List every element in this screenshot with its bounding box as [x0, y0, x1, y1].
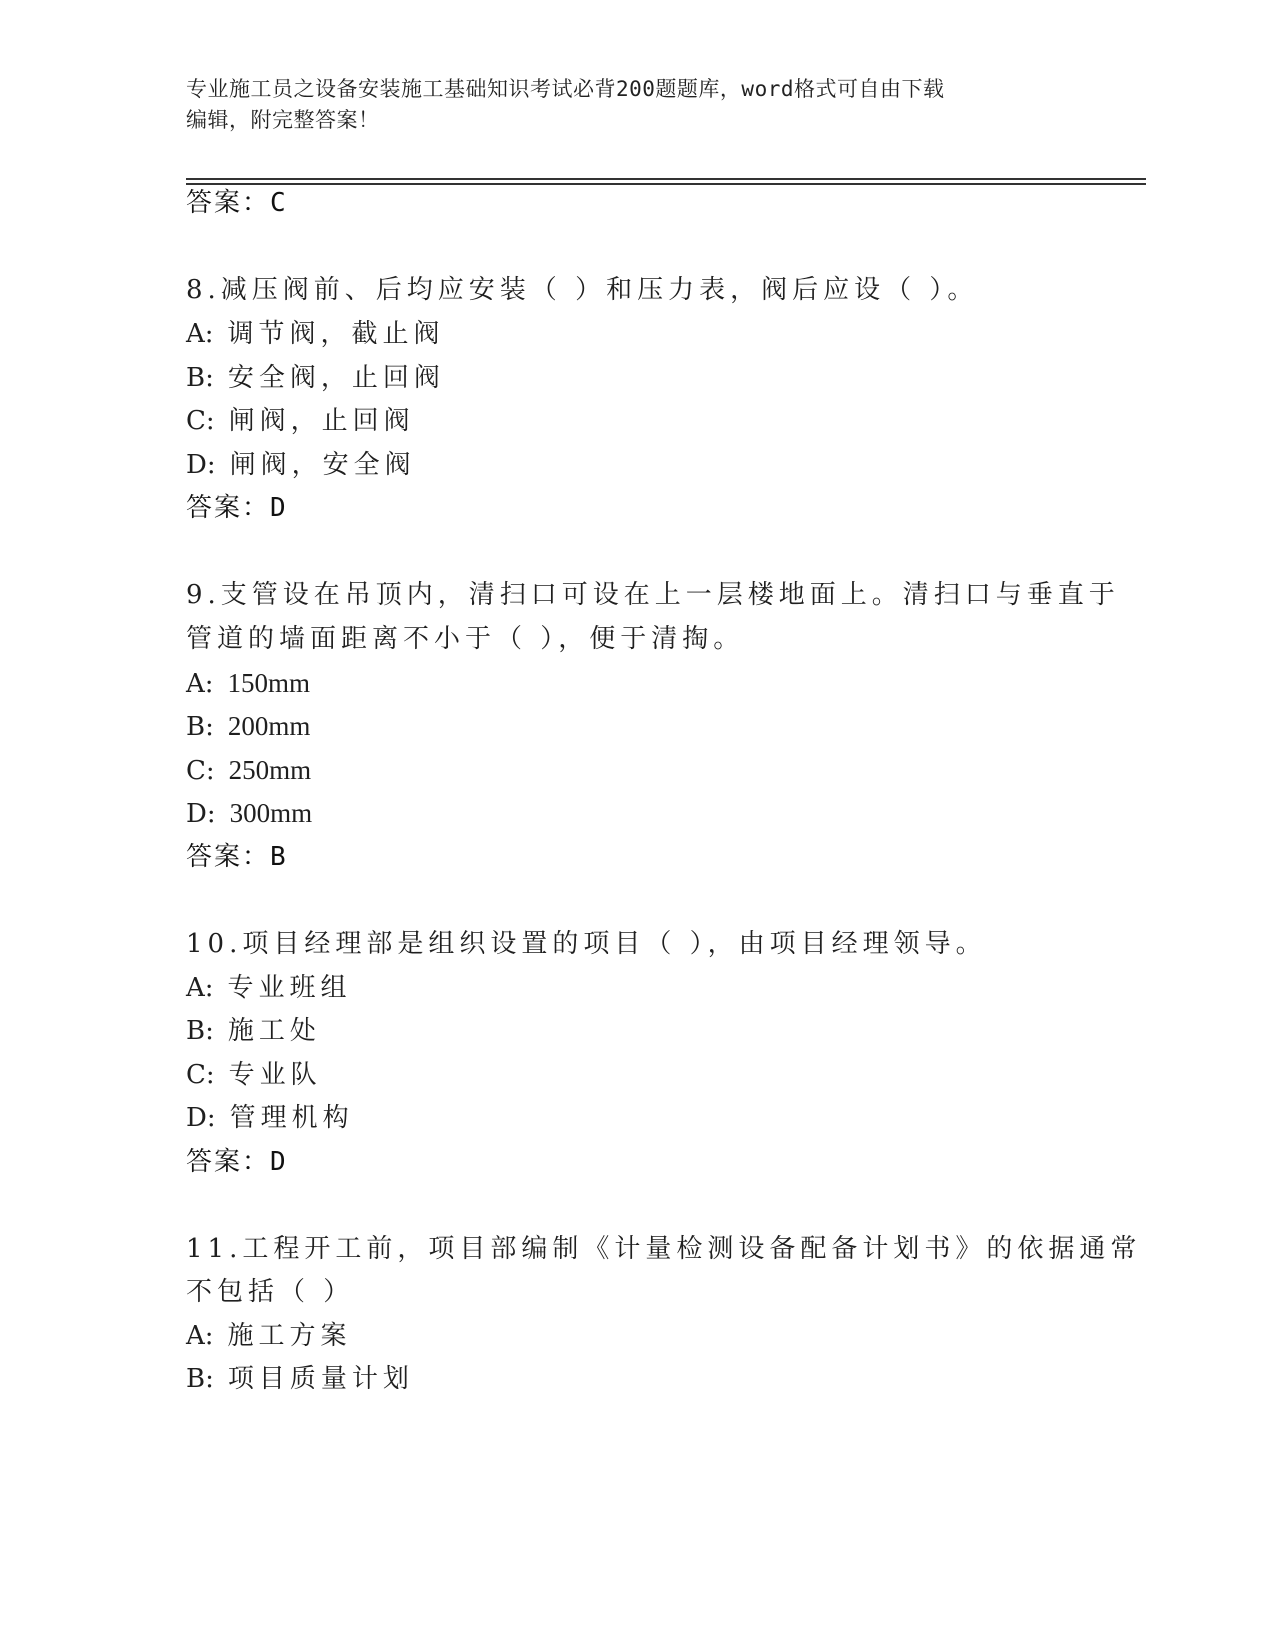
question-11-text-line-1: 11.工程开工前，项目部编制《计量检测设备配备计划书》的依据通常 [186, 1234, 1142, 1264]
question-9-option-d [186, 798, 312, 829]
option-value: 施工方案 [227, 1321, 352, 1351]
option-key: D: [186, 450, 216, 480]
answer-value: C [270, 188, 286, 218]
header-rule-top [186, 178, 1146, 180]
question-10-option-c [186, 1060, 322, 1090]
question-10-text: 10.项目经理部是组织设置的项目（ ），由项目经理领导。 [186, 929, 987, 959]
option-value: 专业队 [228, 1060, 322, 1090]
option-value: 调节阀，截止阀 [227, 319, 445, 349]
option-key: A: [186, 319, 214, 349]
document-header [186, 74, 1086, 136]
option-key: B: [186, 1364, 214, 1394]
question-10-answer [186, 1147, 286, 1177]
header-rule-bottom [186, 183, 1146, 185]
answer-label: 答案： [186, 1147, 271, 1177]
question-9-option-c [186, 755, 311, 786]
answer-value: D [270, 1147, 286, 1177]
option-value: 250mm [228, 755, 312, 785]
question-9-option-a [186, 668, 310, 699]
answer-line [186, 188, 286, 218]
option-value: 150mm [227, 668, 311, 698]
question-9-answer [186, 842, 286, 872]
option-value: 闸阀，止回阀 [228, 406, 415, 436]
question-11-option-a [186, 1321, 352, 1351]
option-key: D: [186, 799, 216, 829]
option-key: B: [186, 712, 214, 742]
question-8-text: 8.减压阀前、后均应安装（ ）和压力表，阀后应设（ ）。 [186, 275, 979, 305]
option-value: 300mm [229, 798, 313, 828]
option-key: C: [186, 756, 215, 786]
question-8-option-a [186, 319, 445, 349]
option-key: D: [186, 1103, 216, 1133]
question-8-option-d [186, 450, 416, 480]
option-value: 200mm [227, 711, 311, 741]
option-value: 专业班组 [227, 973, 352, 1003]
header-line-2: 编辑，附完整答案！ [186, 108, 380, 132]
question-8-option-b [186, 363, 445, 393]
option-key: B: [186, 363, 214, 393]
question-9-option-b [186, 711, 310, 742]
question-8-answer [186, 493, 286, 523]
answer-value: B [270, 842, 286, 872]
question-10-option-a [186, 973, 352, 1003]
answer-value: D [270, 493, 286, 523]
answer-label: 答案： [186, 188, 271, 218]
option-key: B: [186, 1016, 214, 1046]
question-10-option-b [186, 1016, 321, 1046]
question-8-option-c [186, 406, 415, 436]
question-9-text-line-2: 管道的墙面距离不小于（ ），便于清掏。 [186, 624, 745, 654]
option-key: C: [186, 1060, 215, 1090]
option-key: A: [186, 669, 214, 699]
answer-label: 答案： [186, 493, 271, 523]
option-key: C: [186, 406, 215, 436]
answer-label: 答案： [186, 842, 271, 872]
question-10-option-d [186, 1103, 354, 1133]
header-line-1: 专业施工员之设备安装施工基础知识考试必背200题题库，word格式可自由下载 [186, 77, 945, 101]
option-key: A: [186, 973, 214, 1003]
option-value: 安全阀，止回阀 [227, 363, 445, 393]
question-9-text-line-1: 9.支管设在吊顶内，清扫口可设在上一层楼地面上。清扫口与垂直于 [186, 580, 1120, 610]
option-value: 施工处 [227, 1016, 321, 1046]
question-11-option-b [186, 1364, 414, 1394]
option-value: 闸阀，安全阀 [229, 450, 416, 480]
option-value: 项目质量计划 [227, 1364, 414, 1394]
question-11-text-line-2: 不包括（ ） [186, 1277, 355, 1307]
option-value: 管理机构 [229, 1103, 354, 1133]
option-key: A: [186, 1321, 214, 1351]
